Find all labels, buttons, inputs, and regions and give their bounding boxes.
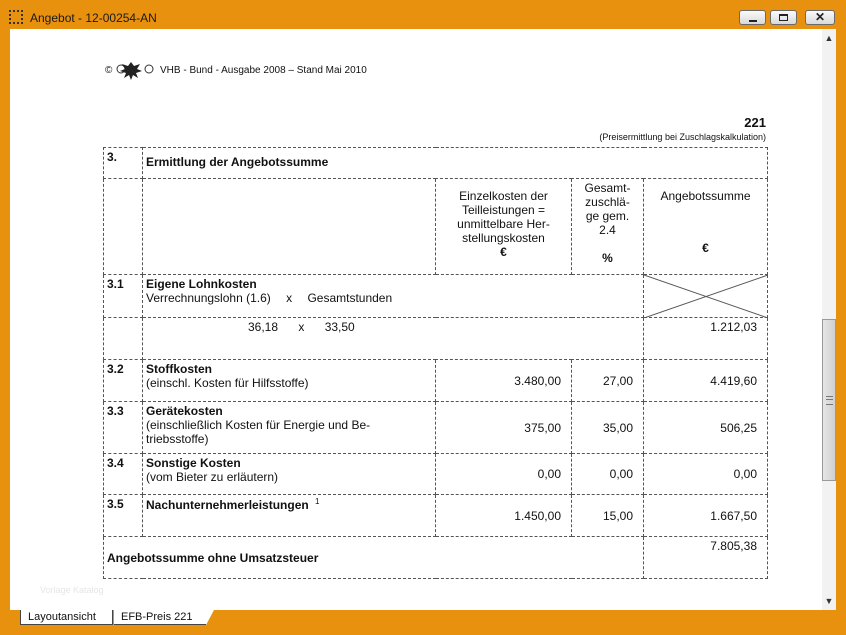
row-number: 3.2 <box>104 360 143 402</box>
total-row <box>104 537 768 579</box>
row-title: Gerätekosten <box>146 404 223 418</box>
row-title: Sonstige Kosten <box>146 456 241 470</box>
einzelkosten-3-2: 3.480,00 <box>436 360 572 402</box>
einzelkosten-3-5: 1.450,00 <box>436 495 572 537</box>
row-3-1-formula <box>146 291 640 305</box>
sum-3-3: 506,25 <box>644 402 768 454</box>
row-3-1-value-cell <box>143 318 644 360</box>
sum-3-2: 4.419,60 <box>644 360 768 402</box>
row-3-1 <box>104 275 768 318</box>
close-icon: ✕ <box>814 10 826 24</box>
col-zuschlaege <box>572 179 644 275</box>
row-subtitle: (vom Bieter zu erläutern) <box>146 470 279 484</box>
window-title: Angebot - 12-00254-AN <box>30 11 157 25</box>
federal-eagle-logo <box>105 59 157 81</box>
col-einzelkosten <box>436 179 572 275</box>
row-3-1-values <box>104 318 768 360</box>
row-number: 3.3 <box>104 402 143 454</box>
col-zuschlaege-unit: % <box>602 251 613 265</box>
row-title: Eigene Lohnkosten <box>146 277 257 291</box>
empty-cell <box>104 318 143 360</box>
section-number: 3. <box>104 148 143 179</box>
row-3-3-label <box>143 402 436 454</box>
row-3-1-label <box>143 275 644 318</box>
form-subtitle: (Preisermittlung bei Zuschlagskalkulation) <box>599 132 766 142</box>
minimize-button[interactable] <box>739 10 766 25</box>
scroll-down-icon[interactable]: ▼ <box>824 596 834 606</box>
maximize-icon <box>779 14 788 21</box>
einzelkosten-3-4: 0,00 <box>436 454 572 495</box>
total-label: Angebotssumme ohne Umsatzsteuer <box>104 537 644 579</box>
sheet-tab-bar <box>10 610 836 626</box>
value-stunden: 33,50 <box>324 320 355 334</box>
sum-3-4: 0,00 <box>644 454 768 495</box>
copyright-mark: © <box>105 65 113 76</box>
calculation-table <box>103 147 768 579</box>
vertical-scrollbar[interactable] <box>822 29 836 610</box>
zuschlag-3-4: 0,00 <box>572 454 644 495</box>
row-number: 3.4 <box>104 454 143 495</box>
row-3-2 <box>104 360 768 402</box>
formula-lohn: Verrechnungslohn (1.6) <box>146 291 271 305</box>
col-angebotssumme <box>644 179 768 275</box>
tab-efb-preis-221[interactable]: EFB-Preis 221 <box>114 610 206 625</box>
row-title: Stoffkosten <box>146 362 212 376</box>
zuschlag-3-3: 35,00 <box>572 402 644 454</box>
app-icon <box>9 10 23 24</box>
cross-lines <box>644 275 768 318</box>
einzelkosten-3-3: 375,00 <box>436 402 572 454</box>
row-subtitle: (einschl. Kosten für Hilfsstoffe) <box>146 376 309 390</box>
col-angebotssumme-unit: € <box>702 241 709 255</box>
maximize-button[interactable] <box>770 10 797 25</box>
row-3-2-label <box>143 360 436 402</box>
row-number: 3.1 <box>104 275 143 318</box>
empty-cell <box>104 179 143 275</box>
form-number: 221 <box>744 115 766 130</box>
grip-icon <box>826 396 833 405</box>
formula-times: x <box>286 291 293 305</box>
footnote-mark: 1 <box>315 497 320 506</box>
col-einzelkosten-unit: € <box>500 245 507 259</box>
section-row <box>104 148 768 179</box>
col-angebotssumme-label: Angebotssumme <box>660 189 751 203</box>
watermark: Vorlage Katalog <box>40 585 104 595</box>
value-times: x <box>298 320 305 334</box>
formula-stunden: Gesamtstunden <box>307 291 393 305</box>
scroll-thumb[interactable] <box>822 319 836 481</box>
close-button[interactable] <box>805 10 835 25</box>
col-zuschlaege-label: Gesamt-zuschlä-ge gem. 2.4 <box>584 181 631 237</box>
row-3-4 <box>104 454 768 495</box>
row-3-5-label <box>143 495 436 537</box>
column-header-row <box>104 179 768 275</box>
row-3-5 <box>104 495 768 537</box>
value-lohn: 36,18 <box>247 320 278 334</box>
row-3-4-label <box>143 454 436 495</box>
col-einzelkosten-label: Einzelkosten der Teilleistungen = unmittelbare Her-stellungskosten <box>457 189 550 245</box>
sum-3-1: 1.212,03 <box>644 318 768 360</box>
empty-cell <box>143 179 436 275</box>
tab-layoutansicht[interactable]: Layoutansicht <box>20 610 113 625</box>
document-view[interactable] <box>10 29 822 610</box>
row-number: 3.5 <box>104 495 143 537</box>
title-bar <box>0 0 846 29</box>
total-value: 7.805,38 <box>644 537 768 579</box>
zuschlag-3-2: 27,00 <box>572 360 644 402</box>
section-title: Ermittlung der Angebotssumme <box>143 148 768 179</box>
crossed-out-cell <box>644 275 768 318</box>
sum-3-5: 1.667,50 <box>644 495 768 537</box>
document-header: VHB - Bund - Ausgabe 2008 – Stand Mai 2010 <box>160 65 367 76</box>
row-title: Nachunternehmerleistungen <box>146 498 309 512</box>
row-subtitle: (einschließlich Kosten für Energie und Be-triebsstoffe) <box>146 418 371 446</box>
zuschlag-3-5: 15,00 <box>572 495 644 537</box>
scroll-up-icon[interactable]: ▲ <box>824 33 834 43</box>
row-3-3 <box>104 402 768 454</box>
minimize-icon <box>749 20 757 22</box>
